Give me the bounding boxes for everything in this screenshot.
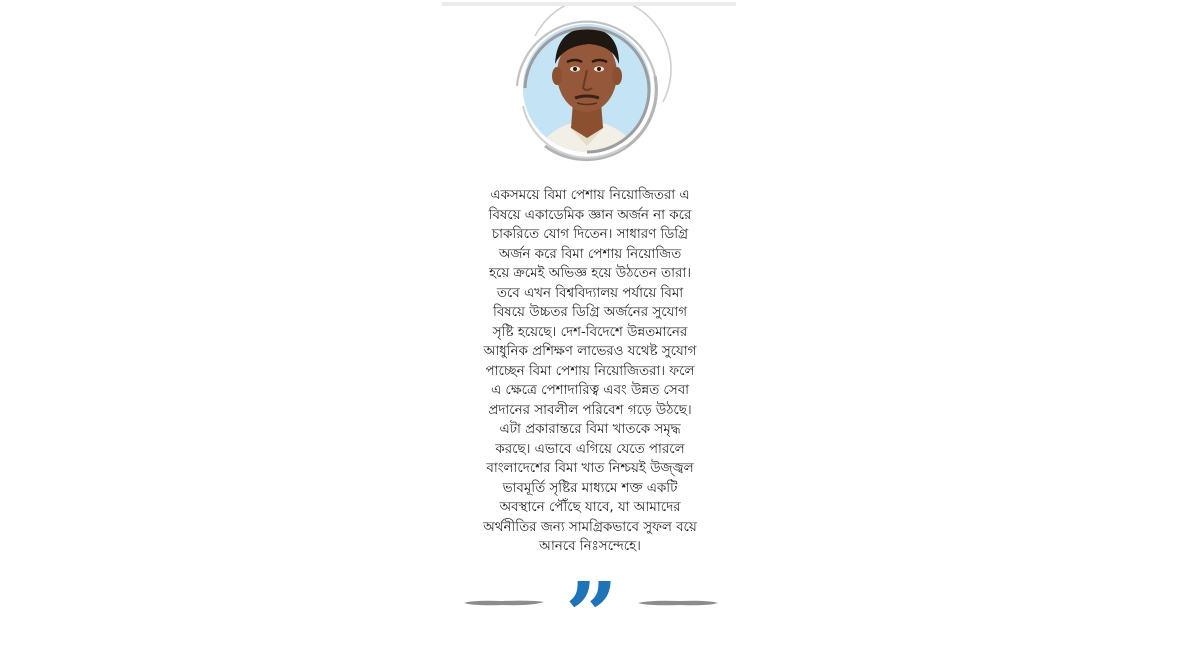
quote-line: আনবে নিঃসন্দেহে।	[539, 539, 641, 554]
quote-line: এ ক্ষেত্রে পেশাদারিত্ব এবং উন্নত সেবা	[490, 383, 690, 398]
quote-line: সৃষ্টি হয়েছে। দেশ-বিদেশে উন্নতমানের	[492, 324, 688, 340]
quote-line: বিষয়ে একাডেমিক জ্ঞান অর্জন না করে	[488, 207, 692, 223]
quote-line: এটা প্রকারান্তরে বিমা খাতকে সমৃদ্ধ	[499, 422, 681, 437]
quote-line: চাকরিতে যোগ দিতেন। সাধারণ ডিগ্রি	[491, 227, 689, 242]
quote-line: পাচ্ছেন বিমা পেশায় নিয়োজিতরা। ফলে	[485, 363, 695, 379]
author-portrait	[505, 6, 675, 178]
quote-line: তবে এখন বিশ্ববিদ্যালয় পর্যায়ে বিমা	[496, 285, 684, 301]
brush-stroke-left	[462, 598, 546, 608]
quote-line: আধুনিক প্রশিক্ষণ লাভেরও যথেষ্ট সুযোগ	[483, 344, 697, 359]
quote-line: অবস্থানে পৌঁছে যাবে, যা আমাদের	[499, 500, 681, 515]
quote-line: বিষয়ে উচ্চতর ডিগ্রি অর্জনের সুযোগ	[492, 305, 687, 320]
quote-line: করছে। এভাবে এগিয়ে যেতে পারলে	[495, 441, 685, 457]
quote-line: অর্থনীতির জন্য সামগ্রিকভাবে সুফল বয়ে	[483, 519, 697, 535]
quote-line: প্রদানের সাবলীল পরিবেশ গড়ে উঠছে।	[488, 402, 692, 418]
quote-line: ভাবমূর্তি সৃষ্টির মাধ্যমে শক্ত একটি	[502, 480, 678, 496]
closing-quote-icon: ”	[565, 562, 618, 670]
quote-line: অর্জন করে বিমা পেশায় নিয়োজিত	[498, 246, 682, 262]
quote-body	[448, 186, 732, 557]
quote-line: হয়ে ক্রমেই অভিজ্ঞ হয়ে উঠতেন তারা।	[488, 266, 692, 281]
quote-line: বাংলাদেশের বিমা খাত নিশ্চয়ই উজ্জ্বল	[486, 461, 694, 476]
portrait-image	[505, 6, 675, 178]
quote-line: একসময়ে বিমা পেশায় নিয়োজিতরা এ	[490, 188, 690, 203]
brush-stroke-right	[636, 598, 720, 608]
